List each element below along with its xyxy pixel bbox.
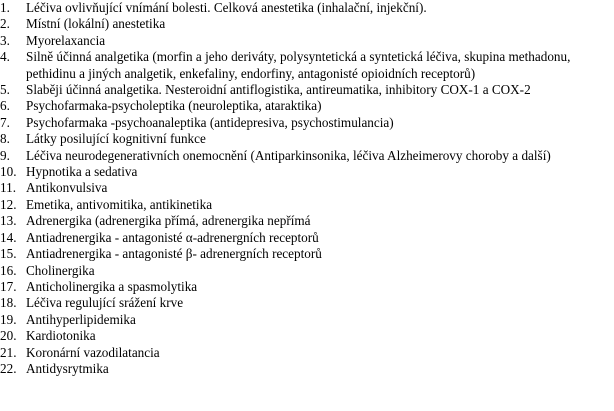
list-item-5 xyxy=(0,82,614,98)
item-text: Emetika, antivomitika, antikinetika xyxy=(26,196,213,212)
item-text: Antikonvulsiva xyxy=(26,180,108,196)
item-number: 11. xyxy=(0,180,16,196)
item-number: 3. xyxy=(0,32,10,48)
item-number: 20. xyxy=(0,328,17,344)
list-item-9 xyxy=(0,148,614,164)
item-number: 13. xyxy=(0,213,17,229)
item-number: 18. xyxy=(0,295,17,311)
item-text: Koronární vazodilatancia xyxy=(26,344,160,360)
item-number: 1. xyxy=(0,0,10,15)
item-text: Slaběji účinná analgetika. Nesteroidní antiflogistika, antireumatika, inhibitory COX-1 a COX-2 xyxy=(26,82,531,98)
item-text: Adrenergika (adrenergika přímá, adrenergika nepřímá xyxy=(26,213,311,229)
list-item-12 xyxy=(0,197,614,213)
item-number: 4. xyxy=(0,49,10,65)
item-text: Léčiva neurodegenerativních onemocnění (Antiparkinsonika, léčiva Alzheimerovy choroby a další) xyxy=(26,147,551,163)
list-item-8 xyxy=(0,131,614,147)
item-number: 14. xyxy=(0,229,17,245)
list-item-13 xyxy=(0,213,614,229)
item-text: Antidysrytmika xyxy=(26,360,109,376)
list-item-15 xyxy=(0,246,614,262)
item-text: Kardiotonika xyxy=(26,328,96,344)
item-number: 15. xyxy=(0,246,17,262)
item-number: 9. xyxy=(0,147,10,163)
item-number: 22. xyxy=(0,360,17,376)
item-number: 7. xyxy=(0,114,10,130)
item-text: Léčiva regulující srážení krve xyxy=(26,295,184,311)
item-number: 12. xyxy=(0,196,17,212)
item-number: 8. xyxy=(0,131,10,147)
item-text: Cholinergika xyxy=(26,262,95,278)
list-item-19 xyxy=(0,312,614,328)
item-text: Léčiva ovlivňující vnímání bolesti. Celková anestetika (inhalační, injekční). xyxy=(26,0,427,15)
list-item-22 xyxy=(0,361,614,377)
list-item-4 xyxy=(0,49,614,82)
list-item-17 xyxy=(0,279,614,295)
list-item-14 xyxy=(0,230,614,246)
list-item-11 xyxy=(0,180,614,196)
item-text: Hypnotika a sedativa xyxy=(26,164,138,180)
list-item-6 xyxy=(0,98,614,114)
item-text: Místní (lokální) anestetika xyxy=(26,16,166,32)
item-text: Anticholinergika a spasmolytika xyxy=(26,278,198,294)
item-text: Psychofarmaka-psycholeptika (neuroleptika, ataraktika) xyxy=(26,98,322,114)
item-number: 5. xyxy=(0,82,10,98)
list-item-16 xyxy=(0,263,614,279)
item-text: Myorelaxancia xyxy=(26,32,106,48)
list-item-2 xyxy=(0,16,614,32)
item-number: 19. xyxy=(0,311,17,327)
list-item-1 xyxy=(0,0,614,16)
list-item-20 xyxy=(0,328,614,344)
item-text: Antihyperlipidemika xyxy=(26,311,136,327)
list-item-18 xyxy=(0,295,614,311)
item-number: 21. xyxy=(0,344,17,360)
item-number: 6. xyxy=(0,98,10,114)
list-item-7 xyxy=(0,115,614,131)
item-number: 16. xyxy=(0,262,17,278)
item-text: Silně účinná analgetika (morfin a jeho deriváty, polysyntetická a syntetická léčiva, skupina methadonu, pethidinu a jiných analgetik, enkefaliny, endorfiny, antagonisté opioidních receptorů) xyxy=(26,49,571,81)
item-text: Antiadrenergika - antagonisté α-adrenergních receptorů xyxy=(26,229,319,245)
item-number: 17. xyxy=(0,278,17,294)
item-number: 2. xyxy=(0,16,10,32)
item-text: Antiadrenergika - antagonisté β- adrenergních receptorů xyxy=(26,246,322,262)
list-item-21 xyxy=(0,345,614,361)
item-text: Psychofarmaka -psychoanaleptika (antidepresiva, psychostimulancia) xyxy=(26,114,394,130)
item-number: 10. xyxy=(0,164,17,180)
list-item-10 xyxy=(0,164,614,180)
item-text: Látky posilující kognitivní funkce xyxy=(26,131,206,147)
list-item-3 xyxy=(0,33,614,49)
